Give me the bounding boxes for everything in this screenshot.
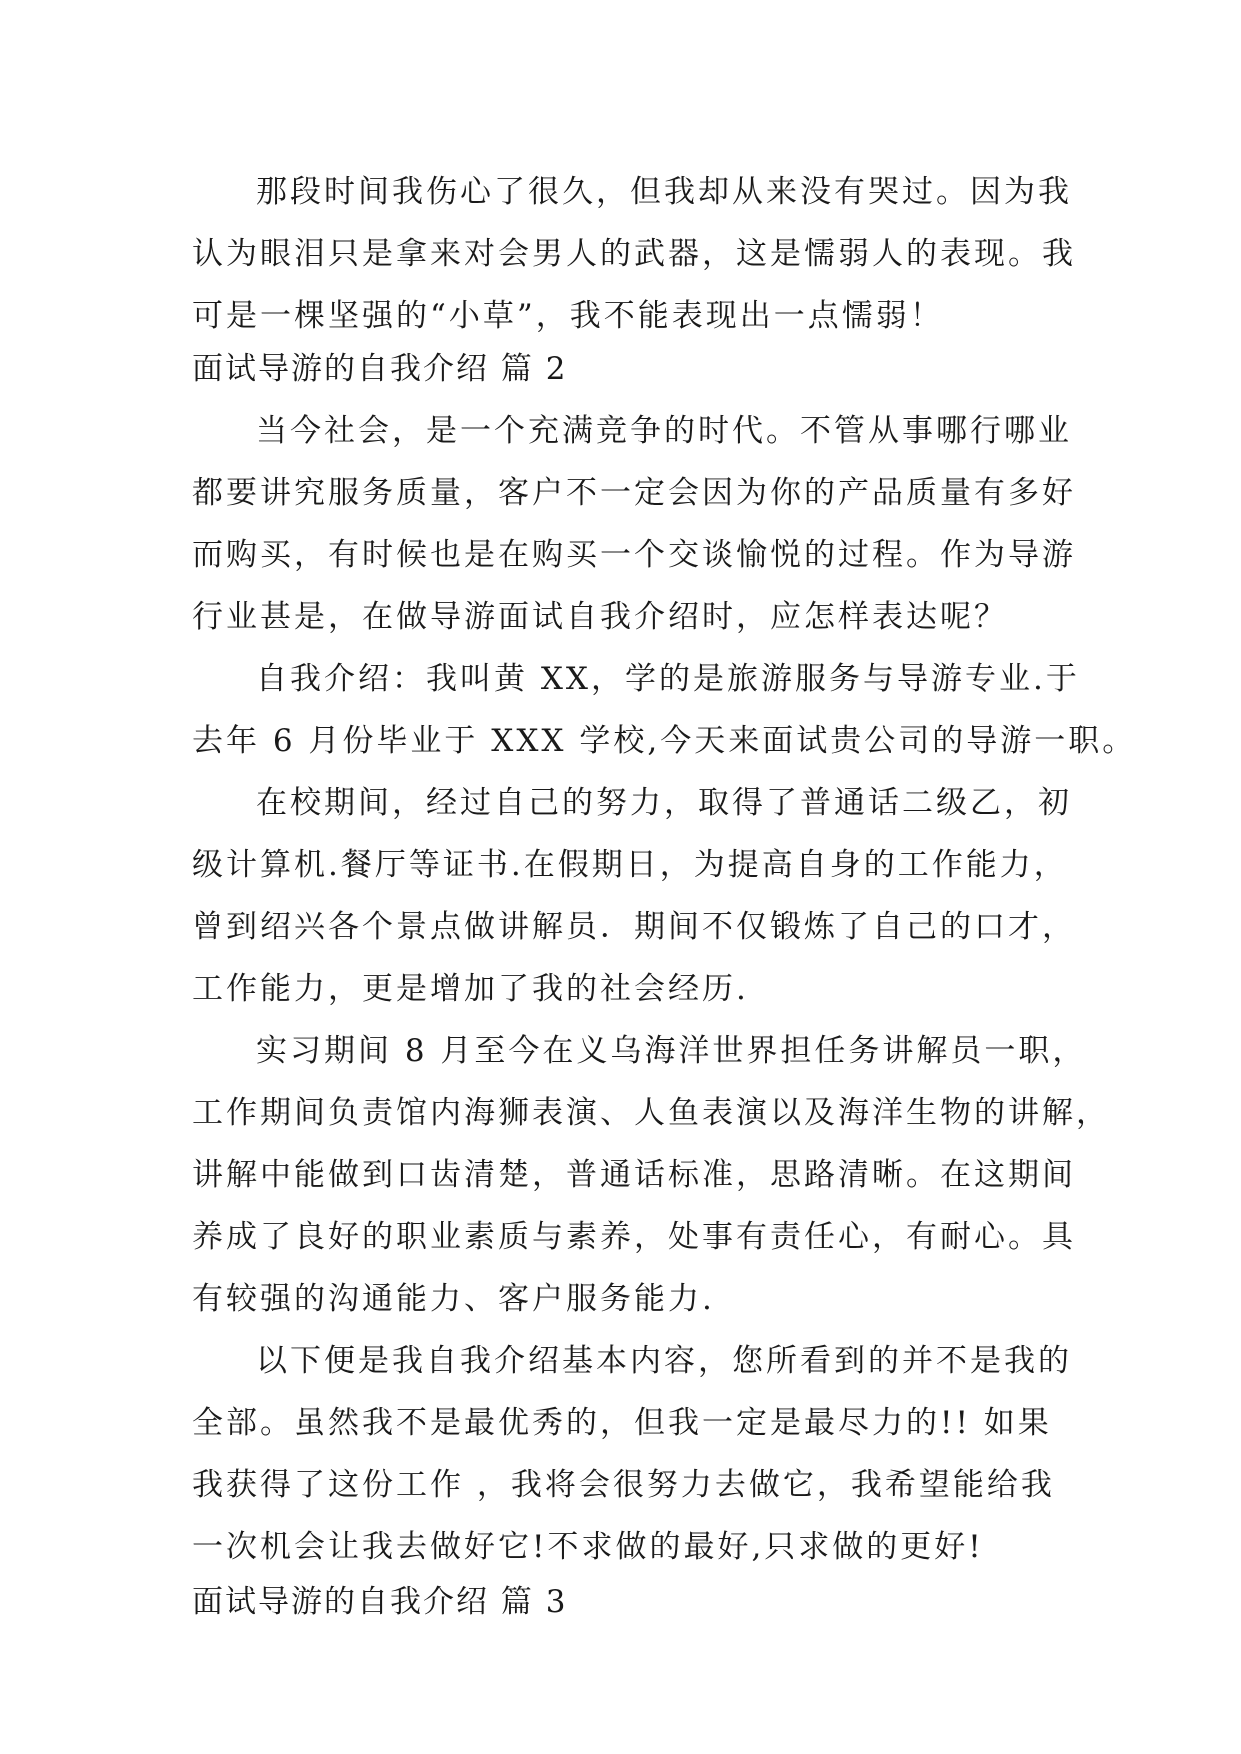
section-heading: 面试导游的自我介绍 篇 2 — [192, 351, 568, 387]
paragraph-line: 讲解中能做到口齿清楚，普通话标准，思路清晰。在这期间 — [192, 1157, 1076, 1193]
paragraph-line: 当今社会，是一个充满竞争的时代。不管从事哪行哪业 — [256, 413, 1072, 449]
paragraph-line: 工作期间负责馆内海狮表演、人鱼表演以及海洋生物的讲解， — [192, 1095, 1110, 1131]
paragraph-line: 在校期间，经过自己的努力，取得了普通话二级乙，初 — [256, 785, 1072, 821]
paragraph-line: 有较强的沟通能力、客户服务能力. — [192, 1281, 715, 1317]
paragraph-line: 我获得了这份工作 ，我将会很努力去做它，我希望能给我 — [192, 1467, 1055, 1503]
paragraph-line: 曾到绍兴各个景点做讲解员．期间不仅锻炼了自己的口才， — [192, 909, 1076, 945]
paragraph-line: 而购买，有时候也是在购买一个交谈愉悦的过程。作为导游 — [192, 537, 1076, 573]
paragraph-line: 养成了良好的职业素质与素养，处事有责任心，有耐心。具 — [192, 1219, 1076, 1255]
paragraph-line: 以下便是我自我介绍基本内容，您所看到的并不是我的 — [256, 1343, 1072, 1379]
paragraph-line: 自我介绍：我叫黄 XX，学的是旅游服务与导游专业.于 — [256, 661, 1080, 697]
paragraph-line: 工作能力，更是增加了我的社会经历. — [192, 971, 749, 1007]
paragraph-line: 认为眼泪只是拿来对会男人的武器，这是懦弱人的表现。我 — [192, 236, 1076, 272]
paragraph-line: 可是一棵坚强的“小草”，我不能表现出一点懦弱！ — [192, 298, 944, 334]
paragraph-line: 全部。虽然我不是最优秀的，但我一定是最尽力的!! 如果 — [192, 1405, 1052, 1441]
paragraph-line: 级计算机.餐厅等证书.在假期日，为提高自身的工作能力， — [192, 847, 1068, 883]
section-heading: 面试导游的自我介绍 篇 3 — [192, 1584, 568, 1620]
paragraph-line: 那段时间我伤心了很久，但我却从来没有哭过。因为我 — [256, 174, 1072, 210]
paragraph-line: 都要讲究服务质量，客户不一定会因为你的产品质量有多好 — [192, 475, 1076, 511]
paragraph-line: 行业甚是，在做导游面试自我介绍时，应怎样表达呢？ — [192, 599, 1008, 635]
paragraph-line: 一次机会让我去做好它!不求做的最好,只求做的更好! — [192, 1529, 984, 1565]
paragraph-line: 实习期间 8 月至今在义乌海洋世界担任务讲解员一职， — [256, 1033, 1087, 1069]
paragraph-line: 去年 6 月份毕业于 XXX 学校,今天来面试贵公司的导游一职。 — [192, 723, 1137, 759]
